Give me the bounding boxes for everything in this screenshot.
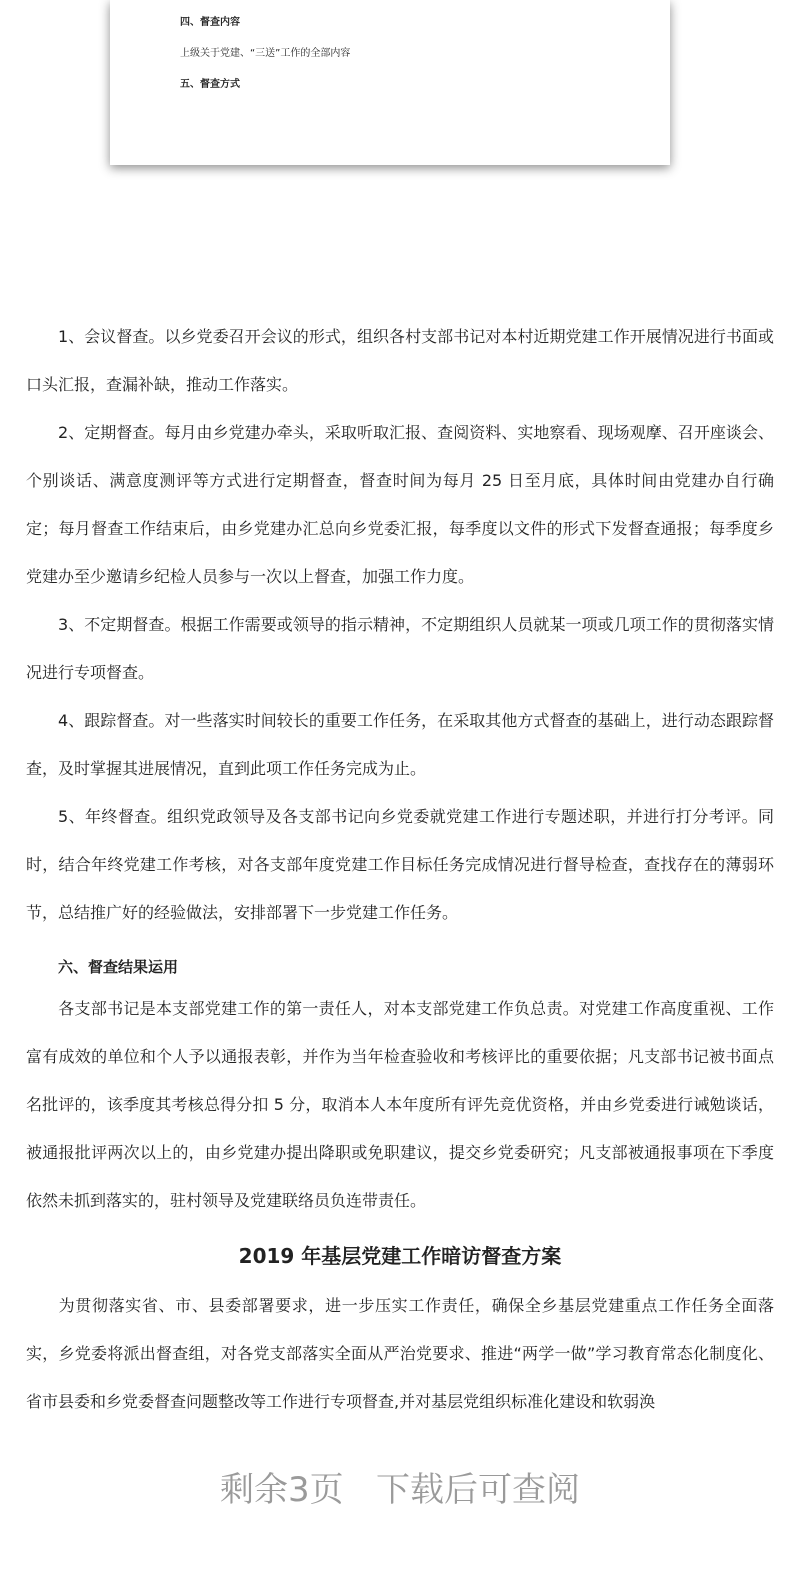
remaining-pages-label: 剩余3页 [219, 1470, 344, 1510]
paragraph-irregular-inspection: 3、不定期督查。根据工作需要或领导的指示精神，不定期组织人员就某一项或几项工作的贯彻落实情况进行专项督查。 [26, 615, 774, 682]
paragraph-intro: 为贯彻落实省、市、县委部署要求，进一步压实工作责任，确保全乡基层党建重点工作任务全面落实，乡党委将派出督查组，对各党支部落实全面从严治党要求、推进“两学一做”学习教育常态化制度化、省市县委和乡党委督查问题整改等工作进行专项督查,并对基层党组织标准化建设和软弱涣 [26, 1296, 774, 1411]
paragraph-tracking-inspection: 4、跟踪督查。对一些落实时间较长的重要工作任务，在采取其他方式督查的基础上，进行动态跟踪督查，及时掌握其进展情况，直到此项工作任务完成为止。 [26, 711, 774, 778]
paragraph-regular-inspection: 2、定期督查。每月由乡党建办牵头，采取听取汇报、查阅资料、实地察看、现场观摩、召开座谈会、个别谈话、满意度测评等方式进行定期督查，督查时间为每月 25 日至月底，具体时间由党建办自行确定；每月督查工作结束后，由乡党建办汇总向乡党委汇报，每季度以文件的形式下发督查通报；每季度乡党建办至少邀请乡纪检人员参与一次以上督查，加强工作力度。 [26, 423, 774, 586]
paragraph-year-end-inspection: 5、年终督查。组织党政领导及各支部书记向乡党委就党建工作进行专题述职，并进行打分考评。同时，结合年终党建工作考核，对各支部年度党建工作目标任务完成情况进行督导检查，查找存在的薄弱环节，总结推广好的经验做法，安排部署下一步党建工作任务。 [26, 807, 774, 922]
thumbnail-heading-4: 四、督查内容 [180, 17, 240, 28]
paragraph-meeting-inspection: 1、会议督查。以乡党委召开会议的形式，组织各村支部书记对本村近期党建工作开展情况进行书面或口头汇报，查漏补缺，推动工作落实。 [26, 327, 774, 394]
page-thumbnail [110, 0, 670, 165]
paragraph-results-application: 各支部书记是本支部党建工作的第一责任人，对本支部党建工作负总责。对党建工作高度重视、工作富有成效的单位和个人予以通报表彰，并作为当年检查验收和考核评比的重要依据；凡支部书记被书面点名批评的，该季度其考核总得分扣 5 分，取消本人本年度所有评先竞优资格，并由乡党委进行诫勉谈话，被通报批评两次以上的，由乡党建办提出降职或免职建议，提交乡党委研究；凡支部被通报事项在下季度依然未抓到落实的，驻村领导及党建联络员负连带责任。 [26, 999, 774, 1210]
thumbnail-text: 上级关于党建、“三送”工作的全部内容 [180, 48, 351, 59]
section-heading-6: 六、督查结果运用 [58, 958, 179, 976]
thumbnail-heading-5: 五、督查方式 [180, 79, 240, 90]
download-to-view-label: 下载后可查阅 [376, 1470, 581, 1510]
document-title: 2019 年基层党建工作暗访督查方案 [238, 1244, 562, 1268]
remaining-pages-banner[interactable] [0, 1468, 800, 1512]
